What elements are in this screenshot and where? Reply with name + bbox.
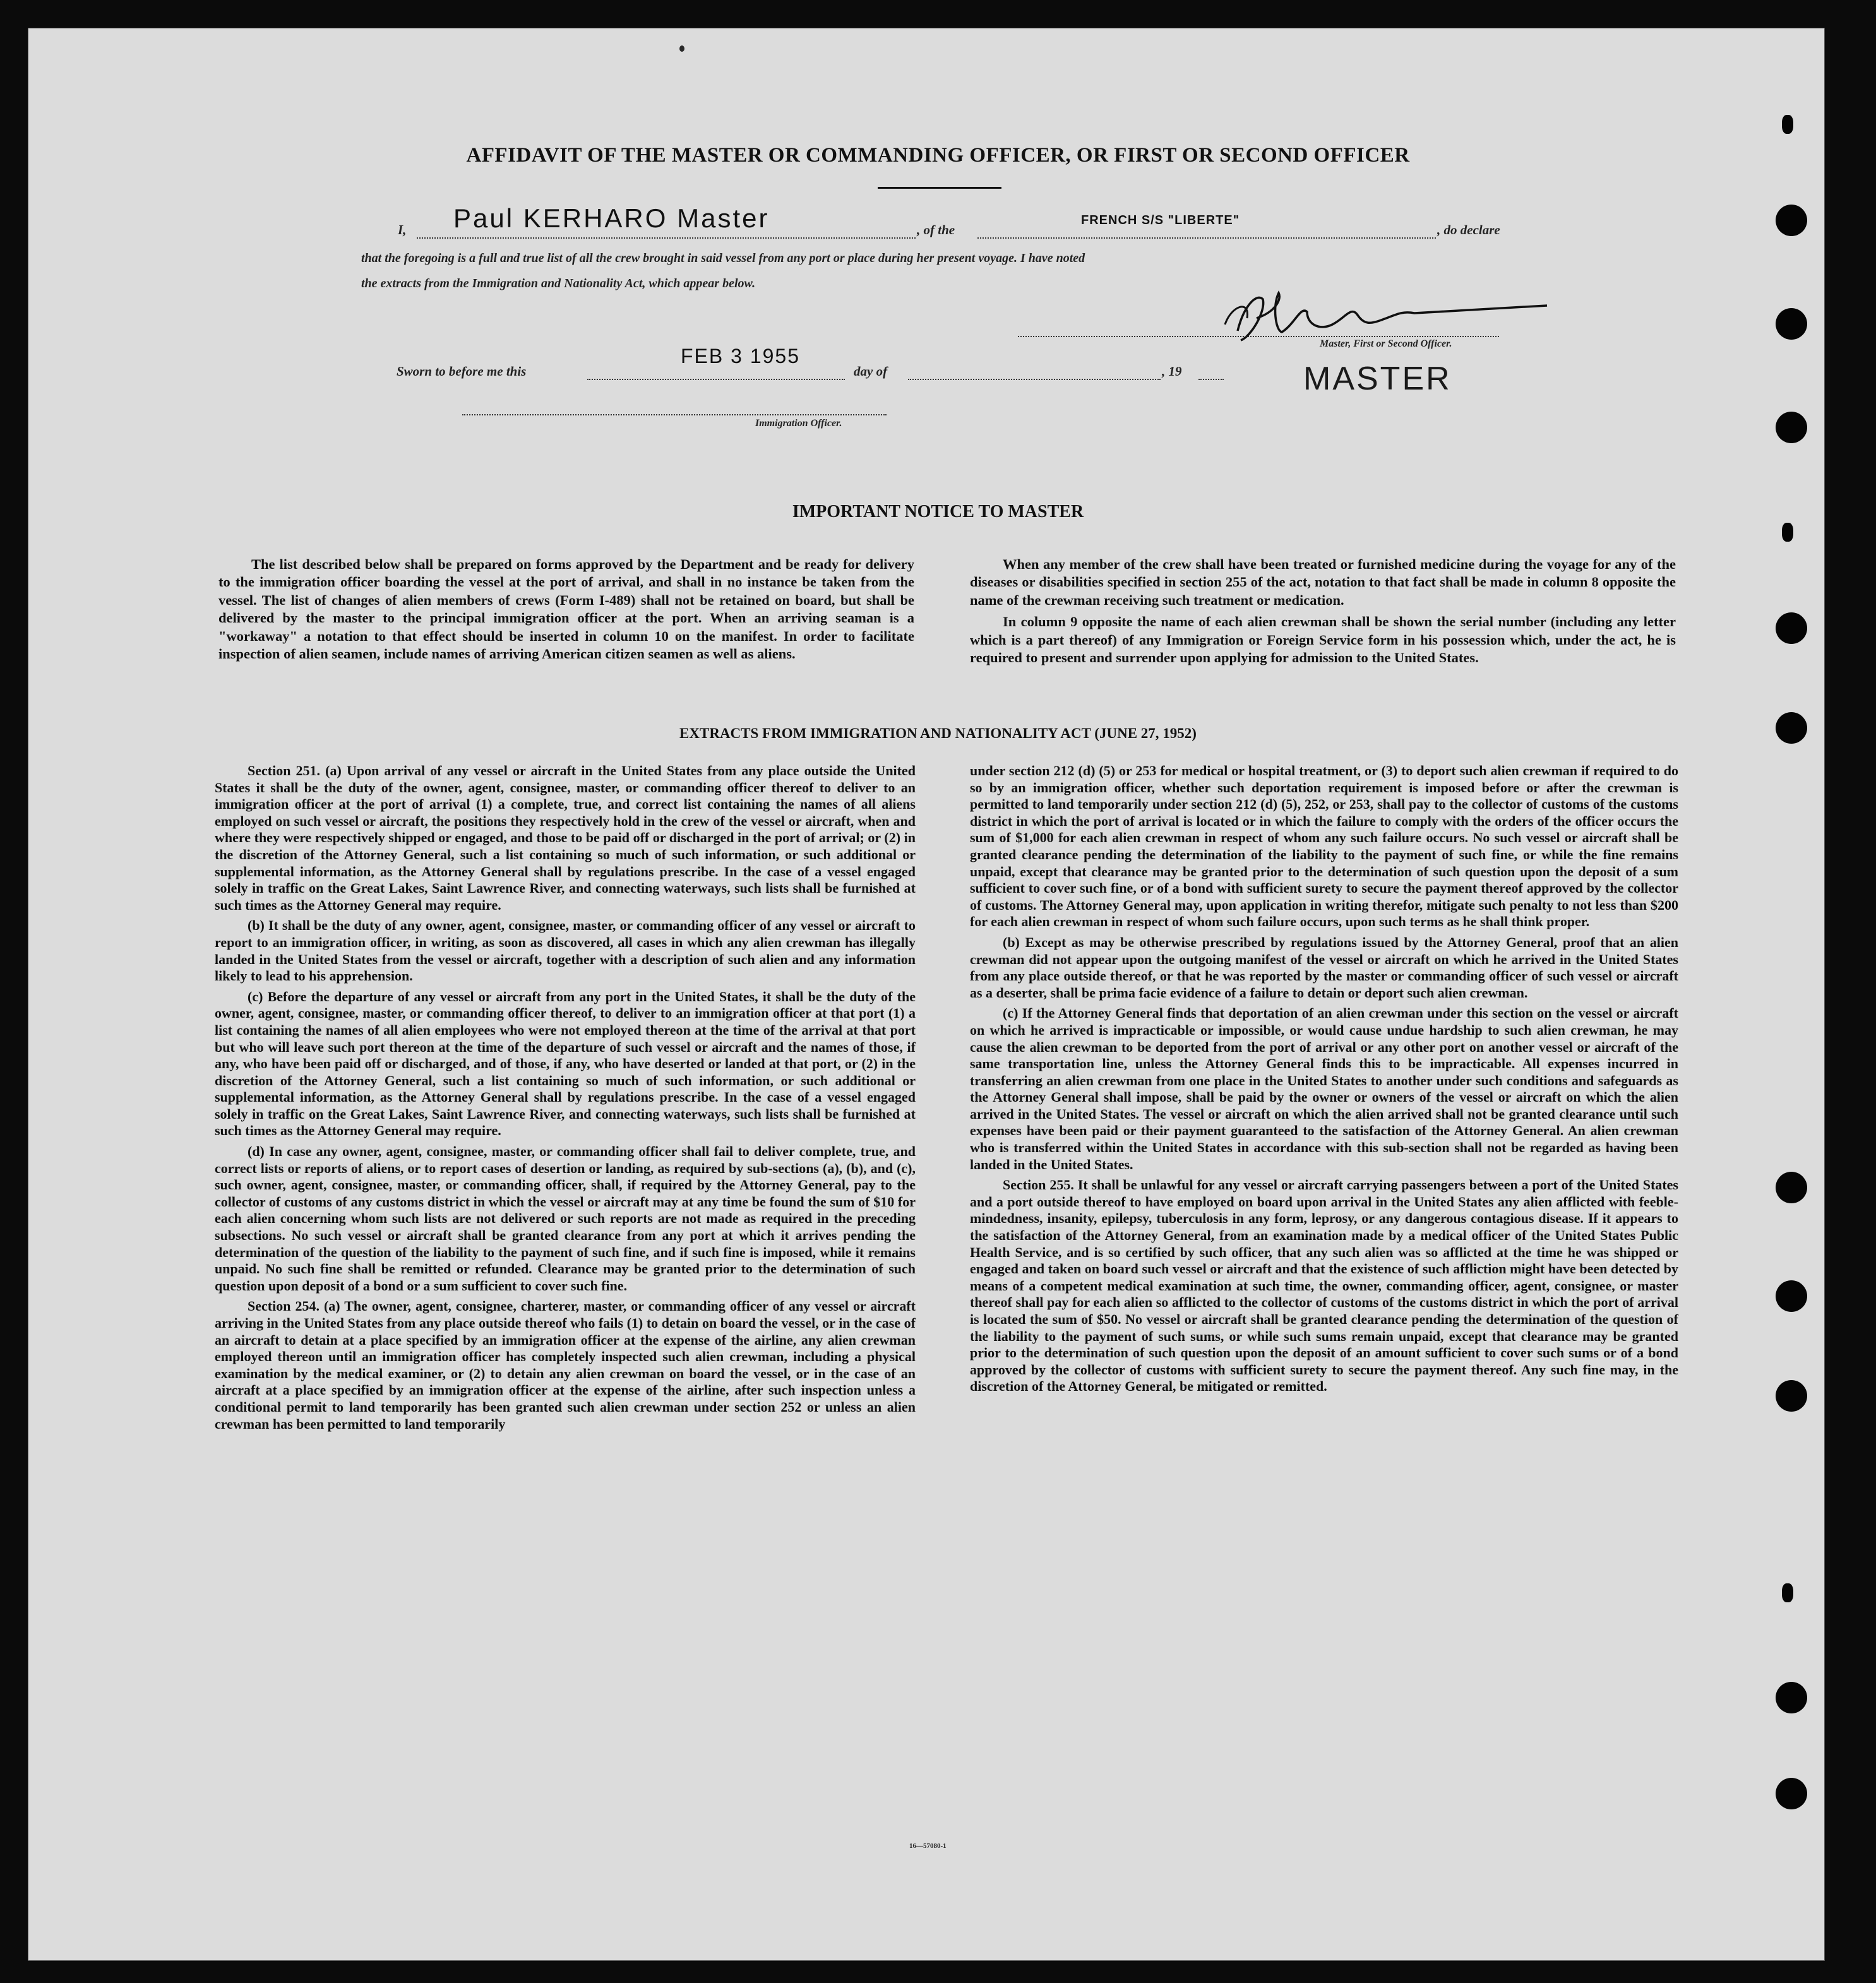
- notice-paragraph: In column 9 opposite the name of each alien crewman shall be shown the serial number (including any letter which is a part thereof) of any Immigration or Foreign Service form in his possession which, under the act, he is required to present and surrender upon applying for admission to the United States.: [970, 614, 1676, 666]
- binder-hole: [1776, 412, 1807, 443]
- declarant-name: Paul KERHARO Master: [453, 203, 770, 233]
- binder-hole: [1782, 523, 1793, 542]
- binder-hole: [1776, 1380, 1807, 1412]
- master-stamp: MASTER: [1303, 360, 1452, 397]
- declarant-line: [417, 237, 916, 239]
- do-declare-label: , do declare: [1437, 222, 1500, 237]
- section-255-paragraph: Section 255. It shall be unlawful for any vessel or aircraft carrying passengers between a port of the United States and a port outside thereof to have employed on board upon arrival in the United States any alien afflicted with feeble-mindedness, insanity, epilepsy, tuberculosis in any form, leprosy, or any dangerous contagious disease. If it appears to the satisfaction of the Attorney General, from an examination made by a medical officer of the United States Public Health Service, and is so certified by such officer, that any such alien was so afflicted at the time he was shipped or engaged and taken on board such vessel or aircraft and that the existence of such affliction might have been detected by means of a competent medical examination at such time, the owner, commanding officer, agent, consignee, or master thereof shall pay for each alien so afflicted to the collector of customs of the customs district in which the port of arrival is located the sum of $50. No vessel or aircraft shall be granted clearance pending the determination of the question of the liability to the payment of such sums, or while such sums remain unpaid, except that clearance may be granted prior to the determination of such question upon the deposit of an amount sufficient to cover such sums or of a bond approved by the collector of customs with sufficient surety to secure the payment thereof. Any such fine may, in the discretion of the Attorney General, be mitigated or remitted.: [970, 1177, 1678, 1395]
- section-254c-paragraph: (c) If the Attorney General finds that deportation of an alien crewman under this section on the vessel or aircraft on which he arrived is impracticable or impossible, or would cause undue hardship to such alien crewman, he may cause the alien crewman to be deported from the port of arrival or any other port on another vessel or aircraft of the same transportation line, unless the Attorney General finds this to be impracticable. All expenses incurred in transferring an alien crewman from one place in the United States to another under such conditions and safeguards as the Attorney General shall impose, shall be paid by the owner or owners of the vessel or aircraft on which the alien arrived in the United States. The vessel or aircraft on which the alien arrived shall not be granted clearance until such expenses have been paid or their payment guaranteed to the satisfaction of the Attorney General. An alien crewman who is transferred within the United States in accordance with this sub-section shall not be regarded as having been landed in the United States.: [970, 1005, 1678, 1172]
- extracts-title: EXTRACTS FROM IMMIGRATION AND NATIONALITY ACT (JUNE 27, 1952): [679, 725, 1197, 741]
- binder-hole: [1782, 1583, 1793, 1602]
- section-251b-paragraph: (b) It shall be the duty of any owner, agent, consignee, master, or commanding officer of any vessel or aircraft to report to an immigration officer, in writing, as soon as discovered, all cases in which any alien crewman has illegally landed in the United States from the vessel or aircraft, together with a description of such alien and any information likely to lead to his apprehension.: [215, 917, 916, 984]
- sworn-date: FEB 3 1955: [681, 345, 800, 367]
- binder-hole: [1776, 1172, 1807, 1203]
- title-rule: [878, 187, 1001, 189]
- vessel-name: FRENCH S/S "LIBERTE": [1081, 213, 1240, 227]
- binder-hole: [1776, 308, 1807, 340]
- of-the-label: , of the: [917, 222, 955, 237]
- section-251d-paragraph: (d) In case any owner, agent, consignee, master, or commanding officer shall fail to deliver complete, true, and correct lists or reports of aliens, or to report cases of desertion or landing, as required by sub-sections (a), (b), and (c), such owner, agent, consignee, master, or commanding officer, shall, if required by the Attorney General, pay to the collector of customs of any customs district in which the vessel or aircraft may at any time be found the sum of $10 for each alien concerning whom such lists are not delivered or such reports are not made as required in the preceding subsections. No such vessel or aircraft shall be granted clearance from any port at which it arrives pending the determination of the question of the liability to the payment of such fine, and if such fine is imposed, while it remains unpaid. No such fine shall be remitted or refunded. Clearance may be granted prior to the determination of such question upon deposit of a bond or a sum sufficient to cover such fine.: [215, 1143, 916, 1294]
- notice-paragraph: When any member of the crew shall have been treated or furnished medicine during the voyage for any of the diseases or disabilities specified in section 255 of the act, notation to that fact shall be made in column 8 opposite the name of the crewman receiving such treatment or medication.: [970, 556, 1676, 608]
- signature-line: [1018, 336, 1499, 337]
- day-of-label: day of: [854, 364, 888, 379]
- signature-caption: Master, First or Second Officer.: [1320, 338, 1452, 349]
- notice-left-column: [218, 556, 914, 667]
- binder-hole: [1776, 205, 1807, 236]
- binder-hole: [1776, 1682, 1807, 1713]
- affidavit-title: AFFIDAVIT OF THE MASTER OR COMMANDING OFFICER, OR FIRST OR SECOND OFFICER: [466, 144, 1410, 167]
- extracts-right-column: [970, 763, 1678, 1399]
- officer-signature-line: [462, 414, 887, 415]
- section-251c-paragraph: (c) Before the departure of any vessel or aircraft from any port in the United States, it shall be the duty of the owner, agent, consignee, master, or commanding officer thereof, to deliver to an immigration officer at that port (1) a list containing the names of all alien employees who were not employed thereon at the time of the arrival at that port but who will leave such port thereon at the time of the departure of such vessel or aircraft and the names of those, if any, who have been paid off or discharged, and of those, if any, who have deserted or landed at that port, or (2) in the discretion of the Attorney General, such a list containing so much of such information, or such additional or supplemental information, as the Attorney General shall by regulations prescribe. In the case of a vessel engaged solely in traffic on the Great Lakes, Saint Lawrence River, and connecting waterways, such lists shall be furnished at such times as the Attorney General may require.: [215, 988, 916, 1139]
- section-254b-paragraph: (b) Except as may be otherwise prescribed by regulations issued by the Attorney General, proof that an alien crewman did not appear upon the outgoing manifest of the vessel or aircraft on which he arrived in the United States from any place outside thereof, or that he was reported by the master or commanding officer of such vessel or aircraft as a deserter, shall be prima facie evidence of a failure to detain or deport such alien crewman.: [970, 934, 1678, 1001]
- binder-hole: [1776, 612, 1807, 644]
- vessel-line: [977, 237, 1436, 239]
- binder-hole: [1776, 1778, 1807, 1809]
- form-number: 16—57080-1: [909, 1842, 947, 1850]
- notice-title: IMPORTANT NOTICE TO MASTER: [792, 502, 1084, 521]
- year-label: , 19: [1162, 364, 1182, 379]
- section-254a-paragraph: Section 254. (a) The owner, agent, consignee, charterer, master, or commanding officer of any vessel or aircraft arriving in the United States from any place outside thereof who fails (1) to detain on board the vessel, or in the case of an aircraft to detain at a place specified by an immigration officer at the expense of the airline, any alien crewman employed thereon until an immigration officer has completely inspected such alien crewman, including a physical examination by the medical examiner, or (2) to detain any alien crewman on board the vessel, or in the case of an aircraft at a place specified by an immigration officer at the expense of the airline, after such inspection unless a conditional permit to land temporarily has been granted such alien crewman under section 252 or unless an alien crewman has been permitted to land temporarily: [215, 1298, 916, 1432]
- sworn-date-line: [587, 379, 845, 380]
- statement-line-1: that the foregoing is a full and true list of all the crew brought in said vessel from any port or place during her present voyage. I have noted: [361, 251, 1085, 265]
- year-line: [1198, 379, 1224, 380]
- binder-hole: [1776, 1280, 1807, 1312]
- section-254a-continued: under section 212 (d) (5) or 253 for medical or hospital treatment, or (3) to deport such alien crewman if required to do so by an immigration officer, whether such deportation requirement is imposed before or after the crewman is permitted to land temporarily under section 212 (d) (5), 252, or 253, shall pay to the collector of customs of the customs district in which the port of arrival is located or in which the failure to comply with the orders of the officer occurs the sum of $1,000 for each alien crewman in respect of whom any such failure occurs. No such vessel or aircraft shall be granted clearance pending the determination of the liability to the payment of such fine, or while the fine remains unpaid, except that clearance may be granted prior to the determination of such question upon the deposit of a sum sufficient to cover such fine, or of a bond with sufficient surety to secure the payment thereof approved by the collector of customs. The Attorney General may, upon application in writing therefor, mitigate such penalty to not less than $200 for each alien crewman in respect of whom such failure occurs, upon such terms as he shall think proper.: [970, 763, 1678, 930]
- month-line: [908, 379, 1161, 380]
- binder-hole: [1782, 115, 1793, 134]
- section-251a-paragraph: Section 251. (a) Upon arrival of any vessel or aircraft in the United States from any place outside the United States it shall be the duty of the owner, agent, consignee, master, or commanding officer thereof to deliver to an immigration officer at the port of arrival (1) a complete, true, and correct list containing the names of all aliens employed on such vessel or aircraft, the positions they respectively hold in the crew of the vessel or aircraft, when and where they were respectively shipped or engaged, and those to be paid off or discharged in the port of arrival; or (2) in the discretion of the Attorney General, such a list containing so much of such information, or such additional or supplemental information, as the Attorney General shall by regulations prescribe. In the case of a vessel engaged solely in traffic on the Great Lakes, Saint Lawrence River, and connecting waterways, such lists shall be furnished at such times as the Attorney General may require.: [215, 763, 916, 913]
- ink-speck: [679, 45, 684, 52]
- sworn-label: Sworn to before me this: [397, 364, 527, 379]
- statement-line-2: the extracts from the Immigration and Nationality Act, which appear below.: [361, 277, 756, 290]
- notice-paragraph: The list described below shall be prepared on forms approved by the Department and be ready for delivery to the immigration officer boarding the vessel at the port of arrival, and shall in no instance be taken from the vessel. The list of changes of alien members of crews (Form I-489) shall not be retained on board, but shall be delivered by the master to the principal immigration officer at the port. When an arriving seaman is a "workaway" a notation to that effect should be inserted in column 10 on the manifest. In order to facilitate inspection of alien seamen, include names of arriving American citizen seamen as well as aliens.: [218, 556, 914, 662]
- i-label: I,: [398, 222, 407, 237]
- notice-right-column: [970, 556, 1676, 670]
- extracts-left-column: [215, 763, 916, 1436]
- officer-caption: Immigration Officer.: [755, 418, 842, 429]
